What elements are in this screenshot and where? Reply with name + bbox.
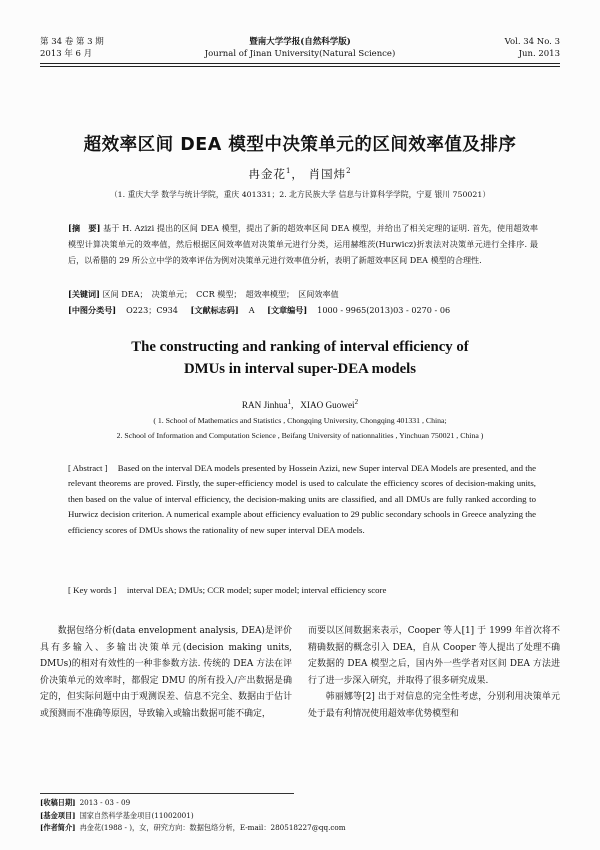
header-left xyxy=(40,36,104,60)
header-rule xyxy=(40,63,560,64)
author1-cn: 冉金花 xyxy=(248,167,286,181)
author1-en: RAN Jinhua xyxy=(241,400,288,411)
header-rule-thin xyxy=(40,66,560,67)
keywords-cn xyxy=(68,287,538,301)
body-paragraph: 而要以区间数据来表示，Cooper 等人[1] 于 1999 年首次将不精确数据的概念引入 DEA，自从 Cooper 等人提出了处理不确定数据的 DEA 模型之后，国内外一些学者对区间 DEA 方法进行了进一步深入研究，并取得了很多研究成果. xyxy=(308,626,560,686)
clc-value: O223；C934 xyxy=(126,305,178,315)
affiliation-en-1: ( 1. School of Mathematics and Statistics , Chongqing University, Chongqing 401331 , China; xyxy=(153,416,447,425)
footnote-fund xyxy=(40,810,560,823)
footnote-received xyxy=(40,797,560,810)
keywords-en-label: [ Key words ] xyxy=(68,585,117,595)
author-bio-label: [作者简介] xyxy=(40,823,76,833)
classification-cn xyxy=(68,303,538,317)
keywords-cn-text: 区间 DEA； 决策单元； CCR 模型； 超效率模型； 区间效率值 xyxy=(102,289,339,299)
keywords-en xyxy=(68,583,536,597)
volume-cn: 第 34 卷 第 3 期 xyxy=(40,37,104,47)
date-en: Jun. 2013 xyxy=(518,49,560,59)
author2-en: XIAO Guowei xyxy=(300,400,355,411)
abstract-en xyxy=(68,461,536,538)
keywords-cn-label: [关键词] xyxy=(68,289,100,299)
doc-code-label: [文献标志码] xyxy=(190,305,239,315)
author-bio-value: 冉金花(1988 - )，女，研究方向：数据包络分析，E-mail：280518227@qq.com xyxy=(79,823,346,833)
journal-cn: 暨南大学学报(自然科学版) xyxy=(249,37,351,47)
article-id-value: 1000 - 9965(2013)03 - 0270 - 06 xyxy=(317,305,451,315)
title-en xyxy=(30,336,570,380)
doc-code-value: A xyxy=(248,305,255,315)
article-id-label: [文章编号] xyxy=(267,305,308,315)
footnote-author xyxy=(40,822,560,835)
abstract-cn xyxy=(68,220,538,268)
author2-en-sup: 2 xyxy=(354,398,359,406)
header-right xyxy=(505,36,560,60)
abstract-en-text: Based on the interval DEA models presented by Hossein Azizi, new Super interval DEA Models are presented, and the relevant theorems are proved. Firstly, the super-efficiency model is used to calculate the efficiency scores of decision-making units, then based on the value of interval efficiency, the decision-making units are classified, and all DMUs are fully ranked according to Hurwicz decision criterion. A numerical example about efficiency evaluation to 29 public secondary schools in Greece analyzing the efficiency scores of DMUs shows the rationality of new super interval DEA models. xyxy=(68,463,537,535)
author2-cn: 肖国炜 xyxy=(308,167,347,181)
author-sep-en: , xyxy=(291,400,294,411)
footnote-rule xyxy=(40,793,294,794)
body-column-right xyxy=(308,623,560,723)
authors-en xyxy=(30,398,570,410)
title-en-line1: The constructing and ranking of interval efficiency of xyxy=(131,339,469,355)
date-cn: 2013 年 6 月 xyxy=(40,49,93,59)
fund-label: [基金项目] xyxy=(40,810,76,820)
abstract-cn-text: 基于 H. Azizi 提出的区间 DEA 模型，提出了新的超效率区间 DEA 模型，并给出了相关定理的证明. 首先，使用超效率模型计算决策单元的效率值，然后根据区间效率值对决策单元进行分类，运用赫维茨(Hurwicz)折衷法对决策单元进行全排序. 最后，以希腊的 29 所公立中学的效率评估为例对决策单元进行效率值分析，表明了新超效率区间 DEA 模型的合理性. xyxy=(68,223,538,265)
journal-en: Journal of Jinan University(Natural Science) xyxy=(204,49,396,59)
abstract-en-label: [ Abstract ] xyxy=(68,463,108,473)
abstract-cn-label: [摘 要] xyxy=(68,223,101,233)
volume-en: Vol. 34 No. 3 xyxy=(504,37,560,47)
title-cn: 超效率区间 DEA 模型中决策单元的区间效率值及排序 xyxy=(83,135,517,155)
keywords-en-text: interval DEA; DMUs; CCR model; super model; interval efficiency score xyxy=(126,585,387,595)
clc-label: [中图分类号] xyxy=(68,305,117,315)
received-value: 2013 - 03 - 09 xyxy=(79,798,131,807)
body-column-left xyxy=(40,623,292,723)
author1-cn-sup: 1 xyxy=(285,167,292,176)
title-en-line2: DMUs in interval super-DEA models xyxy=(183,361,417,377)
author1-en-sup: 1 xyxy=(287,398,292,406)
authors-cn xyxy=(30,166,570,182)
header-center xyxy=(150,36,450,60)
body-paragraph: 韩丽娜等[2] 出于对信息的完全性考虑，分别利用决策单元处于最有利情况使用超效率优势模型和 xyxy=(308,692,560,719)
author2-cn-sup: 2 xyxy=(346,167,352,176)
affiliation-cn: （1. 重庆大学 数学与统计学院，重庆 401331；2. 北方民族大学 信息与计算科学学院，宁夏 银川 750021） xyxy=(109,190,491,199)
author-sep-cn: ， xyxy=(291,167,304,181)
body-paragraph: 数据包络分析(data envelopment analysis, DEA)是评价具有多输入、多输出决策单元(decision making units, DMUs)的相对有效性的一种非参数方法. 传统的 DEA 方法在评价决策单元的效率时，都假定 DMU 的所有投入/产出数据是确定的，但实际问题中由于观测误差、信息不完全、数据由于估计或预测而不准确等原因，导致输入或输出数据可能不确定， xyxy=(40,626,292,719)
fund-value: 国家自然科学基金项目(11002001) xyxy=(79,810,194,820)
received-label: [收稿日期] xyxy=(40,798,76,807)
affiliation-en-2: 2. School of Information and Computation Science , Beifang University of nationnalities , Yinchuan 750021 , China ) xyxy=(116,431,484,440)
footnotes xyxy=(40,797,560,835)
